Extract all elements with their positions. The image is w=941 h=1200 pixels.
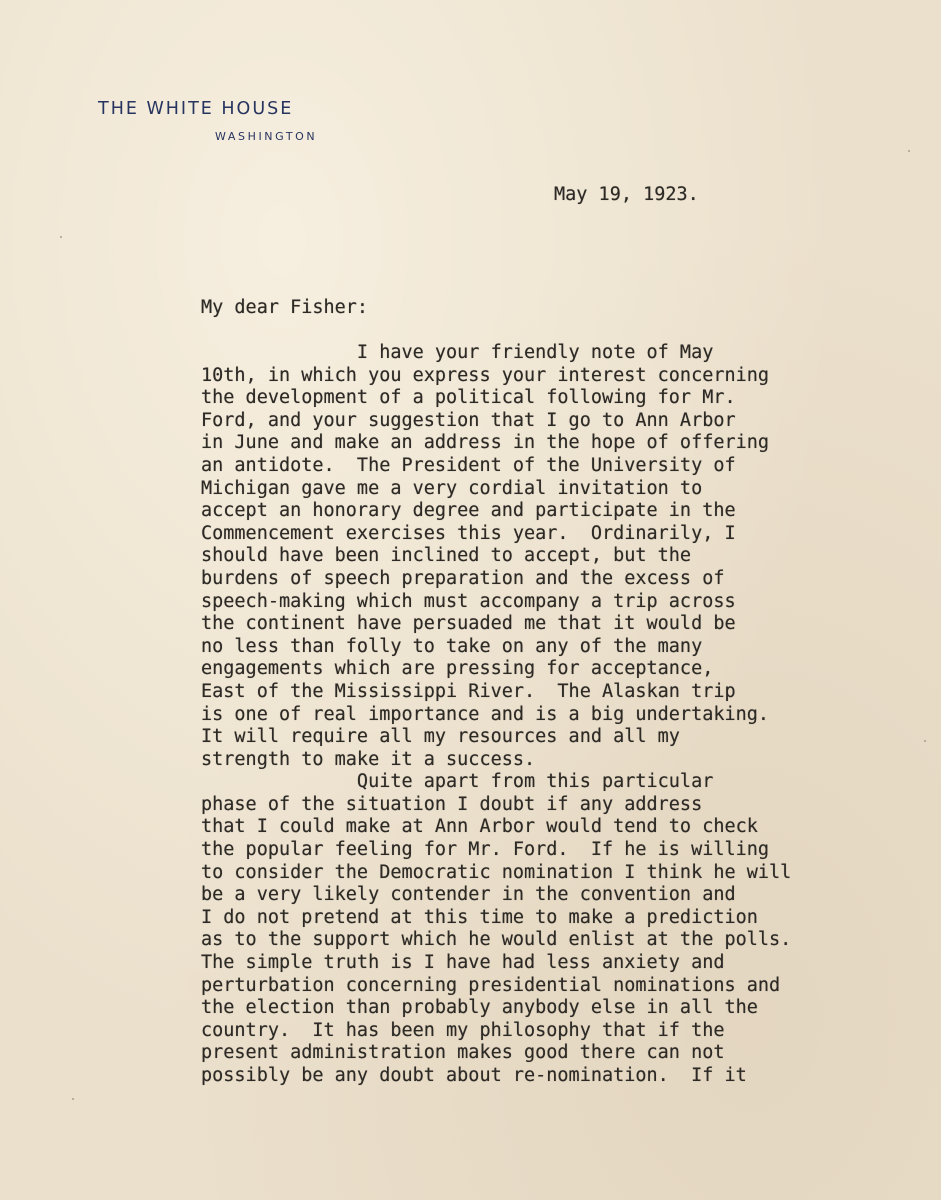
letter-body-line: strength to make it a success. — [201, 748, 536, 770]
letter-date: May 19, 1923. — [554, 184, 699, 205]
letter-body-line: to consider the Democratic nomination I think he will — [201, 861, 792, 883]
letter-body-line: is one of real importance and is a big undertaking. — [201, 703, 770, 725]
letter-body-line: engagements which are pressing for acceptance, — [201, 658, 714, 680]
letter-body-line: an antidote. The President of the University of — [201, 454, 736, 476]
letter-body-line: the development of a political following for Mr. — [201, 387, 736, 409]
letter-body-line: The simple truth is I have had less anxiety and — [201, 952, 725, 974]
paper-speck — [60, 236, 62, 238]
letter-body-line: Quite apart from this particular — [201, 771, 714, 793]
letter-salutation: My dear Fisher: — [201, 297, 369, 318]
letter-body-line: I have your friendly note of May — [201, 342, 714, 363]
letter-body-line: present administration makes good there can not — [201, 1042, 725, 1064]
letter-body-line: be a very likely contender in the convention and — [201, 884, 736, 906]
letter-body-line: Michigan gave me a very cordial invitation to — [201, 477, 703, 499]
letter-body-line: Ford, and your suggestion that I go to Ann Arbor — [201, 409, 736, 431]
letter-body-line: accept an honorary degree and participate in the — [201, 500, 736, 522]
letter-body — [201, 342, 791, 1088]
letter-body-line: no less than folly to take on any of the many — [201, 635, 703, 657]
letterhead-title: THE WHITE HOUSE — [98, 99, 294, 119]
letter-body-line: It will require all my resources and all my — [201, 726, 680, 748]
paper-speck — [72, 1098, 74, 1100]
paper-speck — [908, 150, 910, 152]
paper-speck — [924, 740, 926, 742]
letter-body-line: East of the Mississippi River. The Alaskan trip — [201, 680, 736, 702]
letter-body-line: in June and make an address in the hope of offering — [201, 432, 770, 454]
letter-body-line: 10th, in which you express your interest concerning — [201, 364, 770, 386]
letter-body-line: burdens of speech preparation and the excess of — [201, 567, 725, 589]
letter-body-line: should have been inclined to accept, but the — [201, 545, 692, 567]
letter-body-line: speech-making which must accompany a trip across — [201, 590, 736, 612]
letter-body-line: that I could make at Ann Arbor would tend to check — [201, 816, 758, 838]
letter-body-line: country. It has been my philosophy that if the — [201, 1019, 725, 1041]
letter-body-line: the continent have persuaded me that it would be — [201, 613, 736, 635]
letter-body-line: the election than probably anybody else in all the — [201, 997, 758, 1019]
letter-body-line: I do not pretend at this time to make a prediction — [201, 906, 758, 928]
letter-body-line: phase of the situation I doubt if any address — [201, 793, 703, 815]
letter-body-line: perturbation concerning presidential nominations and — [201, 974, 781, 996]
letter-body-line: possibly be any doubt about re-nomination. If it — [201, 1065, 747, 1086]
letterhead-subtitle: WASHINGTON — [215, 130, 318, 143]
letter-body-line: the popular feeling for Mr. Ford. If he is willing — [201, 839, 770, 861]
letter-body-line: as to the support which he would enlist at the polls. — [201, 929, 792, 951]
letter-body-line: Commencement exercises this year. Ordinarily, I — [201, 522, 736, 544]
